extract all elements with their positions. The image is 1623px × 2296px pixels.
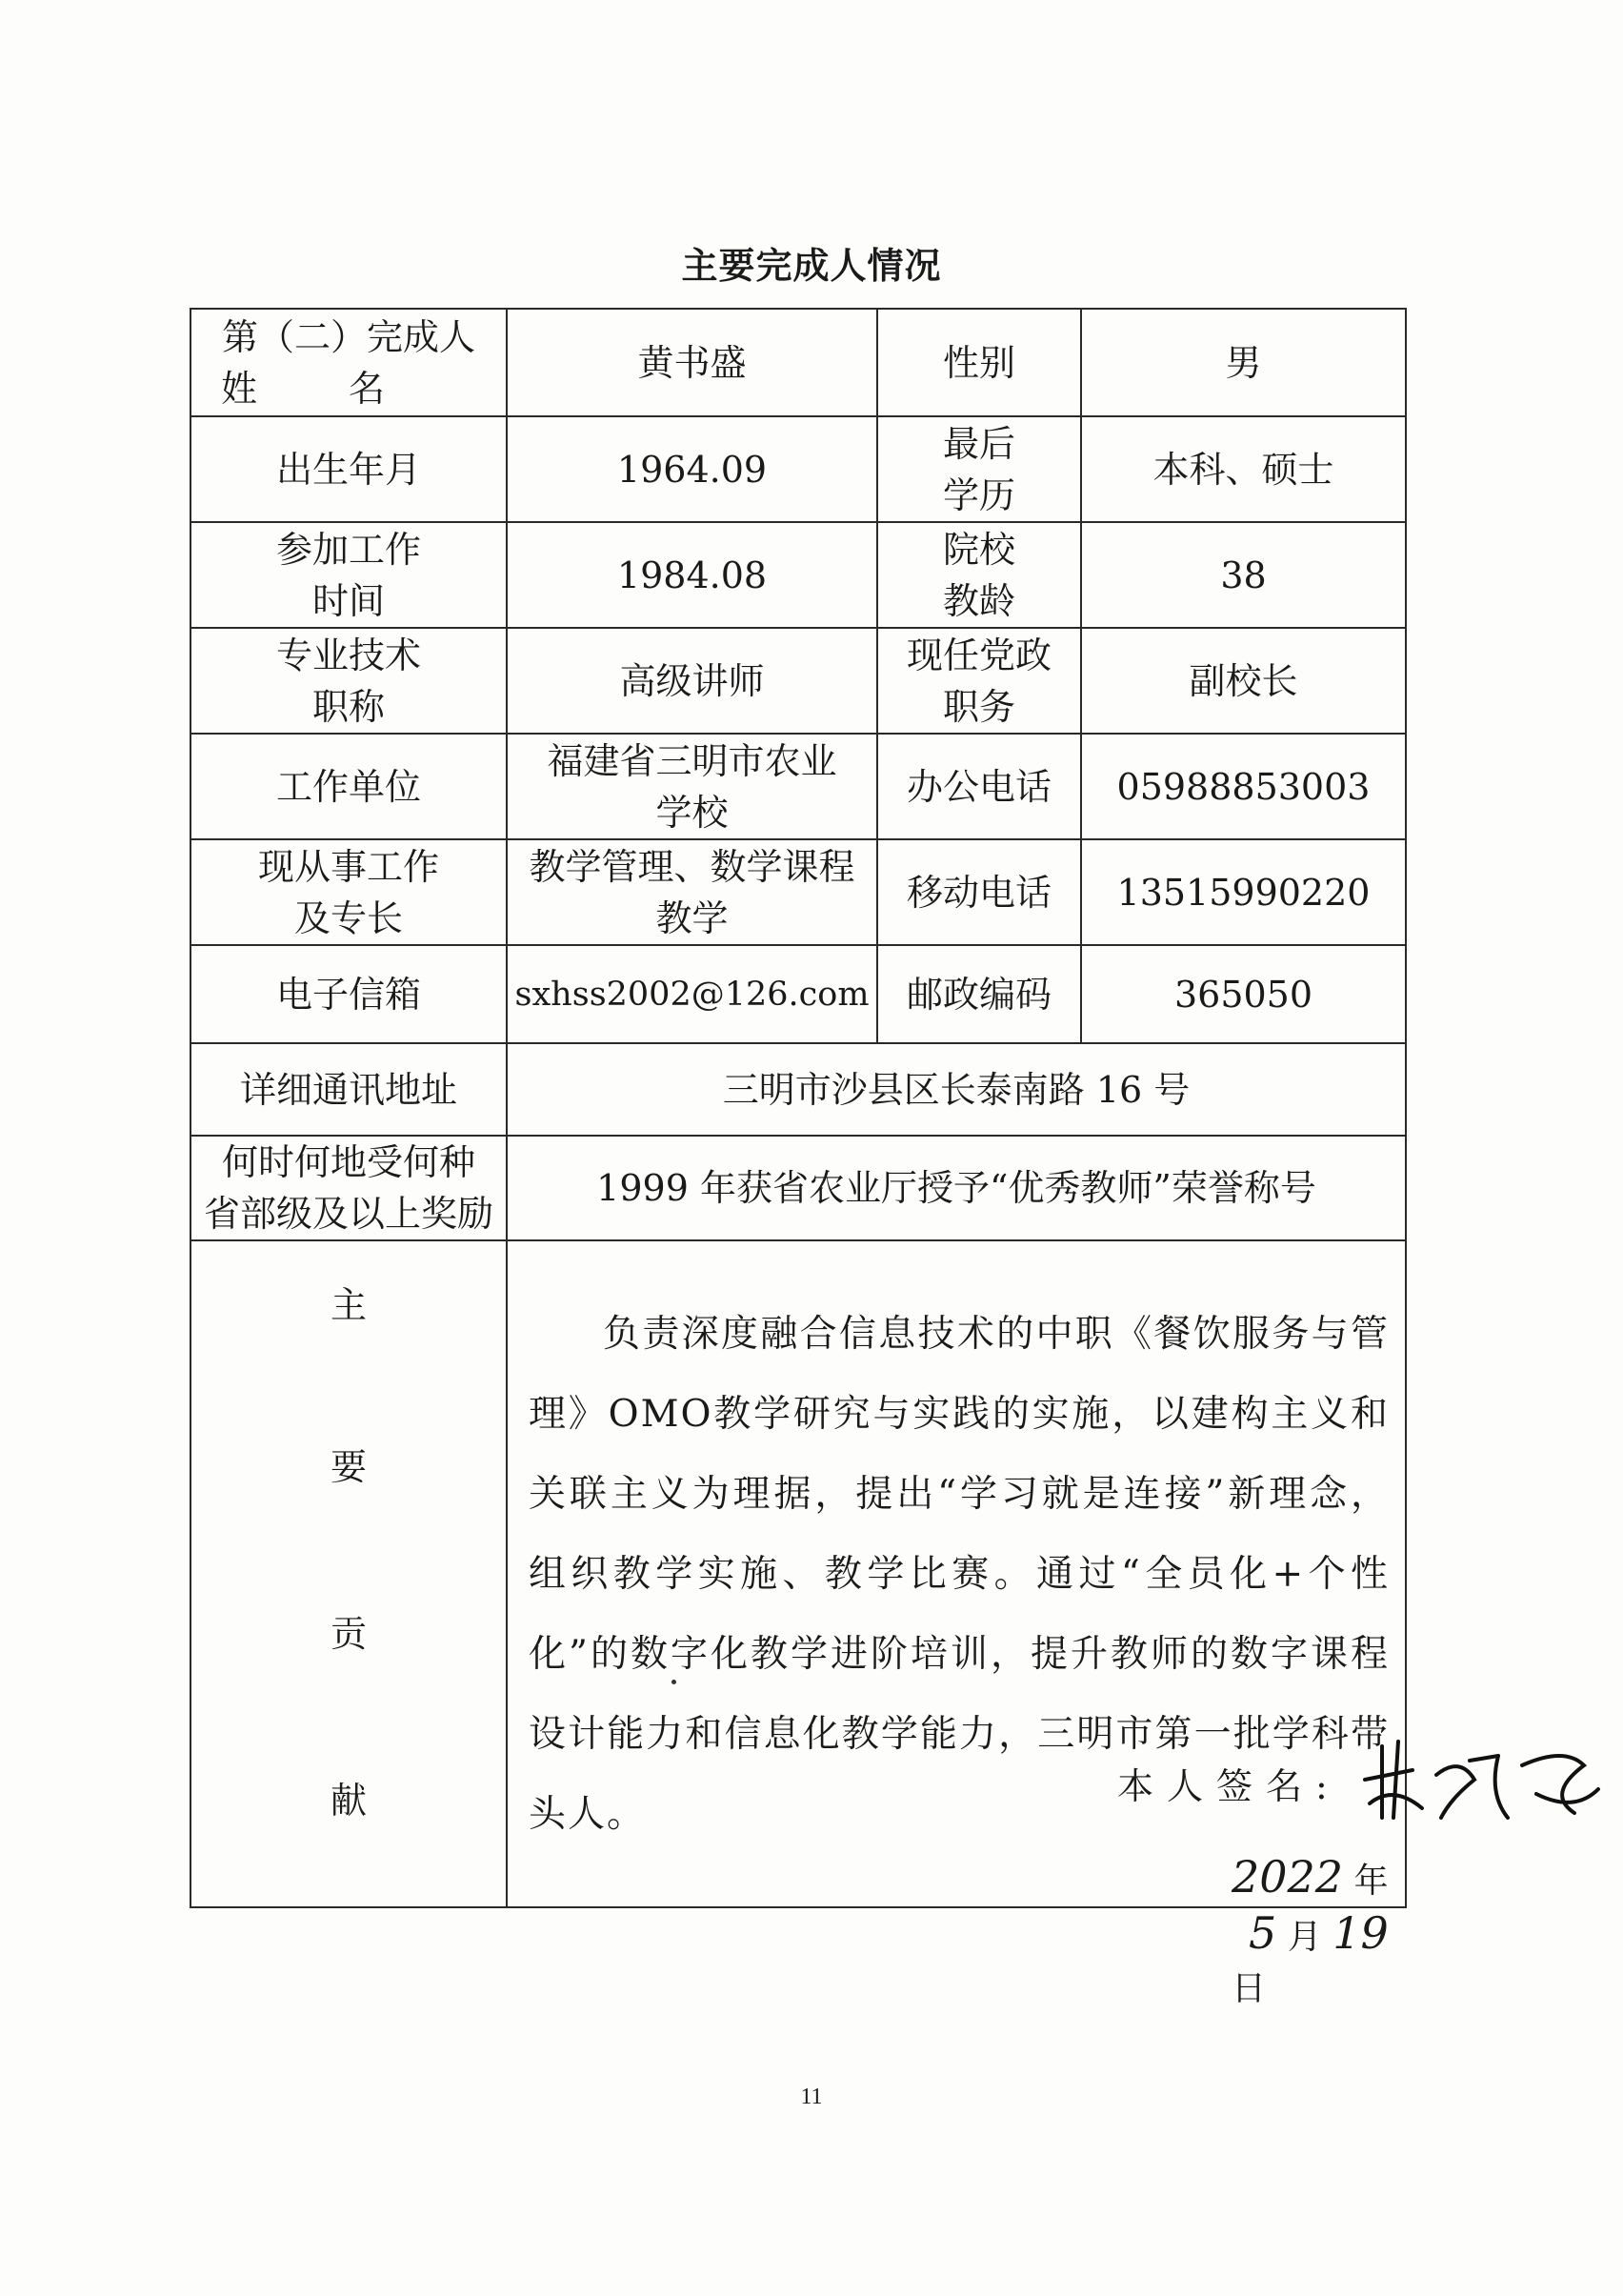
- education-value: 本科、硕士: [1081, 416, 1406, 522]
- teaching-years-label: 院校 教龄: [877, 522, 1081, 628]
- office-phone-label: 办公电话: [877, 734, 1081, 839]
- current-work-value: 教学管理、数学课程 教学: [507, 839, 877, 945]
- signature-label: 本人签名:: [1117, 1765, 1341, 1807]
- birth-label: 出生年月: [190, 416, 507, 522]
- teaching-years-value: 38: [1081, 522, 1406, 628]
- signature-scribble: [1355, 1727, 1603, 1832]
- professional-title-value: 高级讲师: [507, 628, 877, 734]
- address-value: 三明市沙县区长泰南路 16 号: [507, 1043, 1406, 1136]
- stray-mark: [671, 1680, 676, 1684]
- address-label: 详细通讯地址: [190, 1043, 507, 1136]
- table-row-title: [190, 628, 1406, 734]
- name-label: 第（二）完成人 姓名: [190, 309, 507, 416]
- contribution-text: 负责深度融合信息技术的中职《餐饮服务与管理》OMO教学研究与实践的实施，以建构主义和关联主义为理据，提出“学习就是连接”新理念，组织教学实施、教学比赛。通过“全员化+个性化”的数字化教学进阶培训，提升教师的数字课程设计能力和信息化教学能力，三明市第一批学科带头人。: [529, 1313, 1390, 1836]
- work-start-label: 参加工作 时间: [190, 522, 507, 628]
- current-work-label: 现从事工作 及专长: [190, 839, 507, 945]
- table-row-employer: [190, 734, 1406, 839]
- table-row-contribution: [190, 1240, 1406, 1907]
- gender-value: 男: [1081, 309, 1406, 416]
- table-row-work-start: [190, 522, 1406, 628]
- table-row-awards: [190, 1136, 1406, 1240]
- name-value: 黄书盛: [507, 309, 877, 416]
- awards-label: 何时何地受何种 省部级及以上奖励: [190, 1136, 507, 1240]
- birth-value: 1964.09: [507, 416, 877, 522]
- gender-label: 性别: [877, 309, 1081, 416]
- table-row-address: [190, 1043, 1406, 1136]
- employer-label: 工作单位: [190, 734, 507, 839]
- table-row-email: [190, 945, 1406, 1043]
- table-row-birth: [190, 416, 1406, 522]
- contribution-content: [507, 1240, 1406, 2008]
- page-title: 主要完成人情况: [681, 245, 942, 287]
- signature-date: 2022 年 5 月 19 日: [1232, 1851, 1389, 2008]
- awards-value: 1999 年获省农业厅授予“优秀教师”荣誉称号: [507, 1136, 1406, 1240]
- mobile-phone-value: 13515990220: [1081, 839, 1406, 945]
- employer-value: 福建省三明市农业 学校: [507, 734, 877, 839]
- education-label: 最后 学历: [877, 416, 1081, 522]
- party-position-label: 现任党政 职务: [877, 628, 1081, 734]
- postcode-label: 邮政编码: [877, 945, 1081, 1043]
- email-value: sxhss2002@126.com: [507, 945, 877, 1043]
- email-label: 电子信箱: [190, 945, 507, 1043]
- professional-title-label: 专业技术 职称: [190, 628, 507, 734]
- party-position-value: 副校长: [1081, 628, 1406, 734]
- completer-info-table: [190, 308, 1407, 2008]
- office-phone-value: 05988853003: [1081, 734, 1406, 839]
- contribution-label: 主 要 贡 献: [190, 1240, 507, 1907]
- mobile-phone-label: 移动电话: [877, 839, 1081, 945]
- handwritten-signature: [1355, 1727, 1603, 1845]
- table-row-current-work: [190, 839, 1406, 945]
- table-row-name: [190, 309, 1406, 416]
- page-number: 11: [800, 2085, 823, 2109]
- name-label-line2: 姓名: [220, 367, 476, 410]
- postcode-value: 365050: [1081, 945, 1406, 1043]
- work-start-value: 1984.08: [507, 522, 877, 628]
